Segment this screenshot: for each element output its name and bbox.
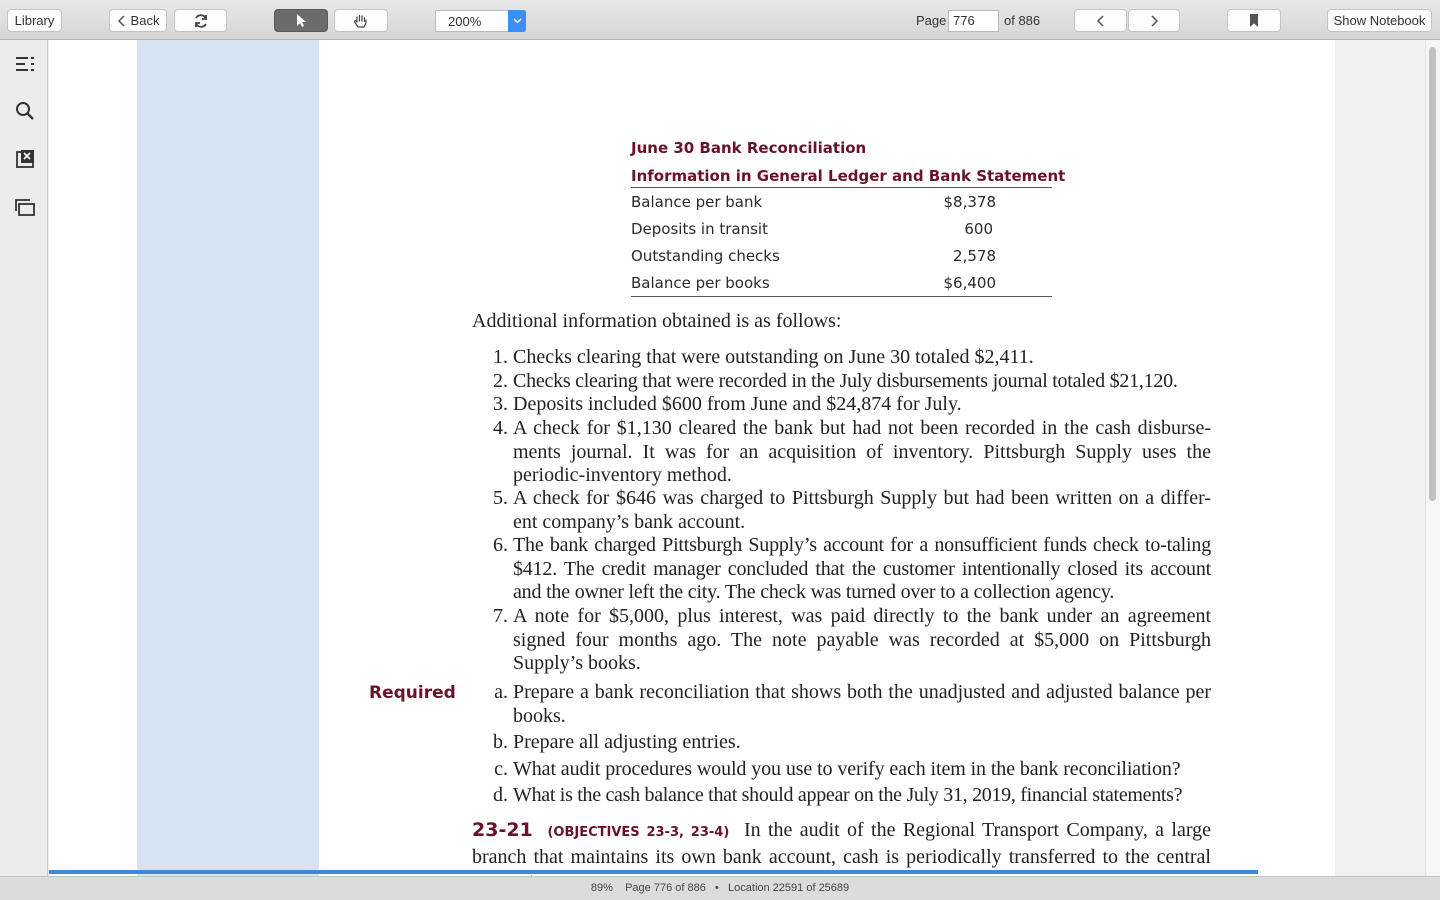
row-label: Deposits in transit [631, 220, 768, 238]
sidebar [0, 40, 48, 876]
chevron-left-icon [1096, 14, 1106, 28]
item-text: A check for $646 was charged to Pittsburgh Supply but had been written on a differ-ent company’s bank account. [513, 487, 1211, 533]
list-item [474, 393, 1211, 417]
refresh-button[interactable] [174, 9, 227, 32]
row-value: 600 [964, 220, 993, 238]
back-button[interactable] [109, 9, 167, 32]
row-value: $8,378 [943, 193, 996, 211]
item-number: 5. [493, 487, 508, 509]
list-item [474, 370, 1211, 394]
item-number: a. [494, 681, 508, 703]
table-row [631, 188, 1052, 215]
bookmark-icon [1249, 14, 1259, 27]
chevron-left-icon [117, 15, 127, 27]
location-info: Location 22591 of 25689 [728, 882, 850, 894]
item-number: d. [493, 784, 508, 806]
vertical-scrollbar[interactable] [1425, 40, 1440, 876]
list-item [474, 784, 1211, 808]
row-value: 2,578 [953, 247, 996, 265]
page-input[interactable] [948, 10, 999, 32]
refresh-icon [193, 13, 209, 29]
show-notebook-button[interactable] [1327, 9, 1432, 32]
item-text: What is the cash balance that should appear on the July 31, 2019, financial statements? [513, 784, 1183, 806]
list-item [474, 731, 1211, 755]
page-label: Page [916, 13, 947, 28]
status-bar [0, 876, 1440, 900]
reading-progress-bar [49, 870, 1258, 874]
search-icon[interactable] [14, 100, 36, 122]
required-heading: Required [369, 683, 456, 703]
zoom-select[interactable] [435, 10, 526, 32]
flashcards-icon[interactable] [14, 148, 36, 170]
item-number: 4. [493, 417, 508, 439]
show-notebook-label: Show Notebook [1333, 13, 1426, 28]
table-title: June 30 Bank Reconciliation [631, 139, 867, 157]
list-item [474, 605, 1211, 676]
item-number: 1. [493, 346, 508, 368]
next-page-button[interactable] [1128, 9, 1180, 32]
pointer-icon [295, 13, 307, 28]
item-text: A note for $5,000, plus interest, was paid directly to the bank under an agreement signed four months ago. The note payable was recorded at $5,000 on Pittsburgh Supply’s books. [513, 605, 1211, 674]
hand-icon [353, 13, 369, 29]
status-separator: • [715, 882, 719, 894]
library-button[interactable] [7, 9, 62, 32]
item-number: c. [494, 758, 508, 780]
library-label: Library [14, 13, 55, 28]
item-text: What audit procedures would you use to verify each item in the bank reconciliation? [513, 758, 1181, 780]
problem-text: In the audit of the Regional Transport Company, a large branch that maintains its own bank account, cash is periodically transferred to the central [472, 819, 1212, 868]
item-text: Checks clearing that were outstanding on June 30 totaled $2,411. [513, 346, 1034, 368]
item-number: b. [493, 731, 508, 753]
page-value: 776 [953, 13, 975, 28]
table-subtitle: Information in General Ledger and Bank Statement [631, 165, 1052, 188]
toolbar [0, 0, 1440, 40]
table-row [631, 269, 1052, 297]
progress-percent: 89% [590, 882, 613, 894]
list-item [474, 758, 1211, 782]
item-text: Prepare a bank reconciliation that shows both the unadjusted and adjusted balance per books. [513, 681, 1211, 727]
list-item [474, 681, 1211, 728]
table-row [631, 215, 1052, 242]
list-item [474, 346, 1211, 370]
zoom-value: 200% [448, 14, 482, 29]
bookmark-button[interactable] [1227, 9, 1281, 32]
list-item [474, 534, 1211, 605]
page-info: Page 776 of 886 [625, 882, 706, 894]
table-of-contents-icon[interactable] [14, 53, 36, 75]
page-total: of 886 [1004, 13, 1041, 28]
notebook-pages-icon[interactable] [14, 196, 36, 218]
back-label: Back [130, 13, 160, 28]
row-label: Balance per bank [631, 193, 763, 211]
list-item [474, 417, 1211, 488]
table-row [631, 242, 1052, 269]
row-label: Balance per books [631, 274, 770, 292]
scrollbar-thumb[interactable] [1429, 47, 1436, 501]
item-text: Checks clearing that were recorded in the July disbursements journal totaled $21,120. [513, 370, 1178, 392]
reconciliation-table [631, 138, 1066, 297]
page-margin-highlight [137, 40, 319, 876]
item-number: 6. [493, 534, 508, 556]
item-number: 2. [493, 370, 508, 392]
previous-page-button[interactable] [1074, 9, 1127, 32]
list-item [474, 487, 1211, 534]
page-edge [1335, 40, 1425, 876]
problem-number: 23-21 [472, 819, 533, 841]
chevron-right-icon [1149, 14, 1159, 28]
item-text: Deposits included $600 from June and $24,874 for July. [513, 393, 962, 415]
item-text: Prepare all adjusting entries. [513, 731, 741, 753]
item-number: 7. [493, 605, 508, 627]
chevron-down-icon[interactable] [508, 10, 526, 32]
item-number: 3. [493, 393, 508, 415]
problem-objectives: (OBJECTIVES 23-3, 23-4) [547, 825, 730, 840]
hand-tool-button[interactable] [334, 9, 388, 32]
item-text: The bank charged Pittsburgh Supply’s account for a nonsufficient funds check to-taling $412. The credit manager concluded that the customer intentionally closed its account and the owner left the city. The check was turned over to a collection agency. [513, 534, 1211, 603]
row-label: Outstanding checks [631, 247, 780, 265]
select-tool-button[interactable] [274, 9, 328, 32]
row-value: $6,400 [943, 274, 996, 292]
intro-text: Additional information obtained is as follows: [472, 310, 842, 332]
item-text: A check for $1,130 cleared the bank but had not been recorded in the cash disburse-ments journal. It was for an acquisition of inventory. Pittsburgh Supply uses the periodic-inventory method. [513, 417, 1211, 486]
